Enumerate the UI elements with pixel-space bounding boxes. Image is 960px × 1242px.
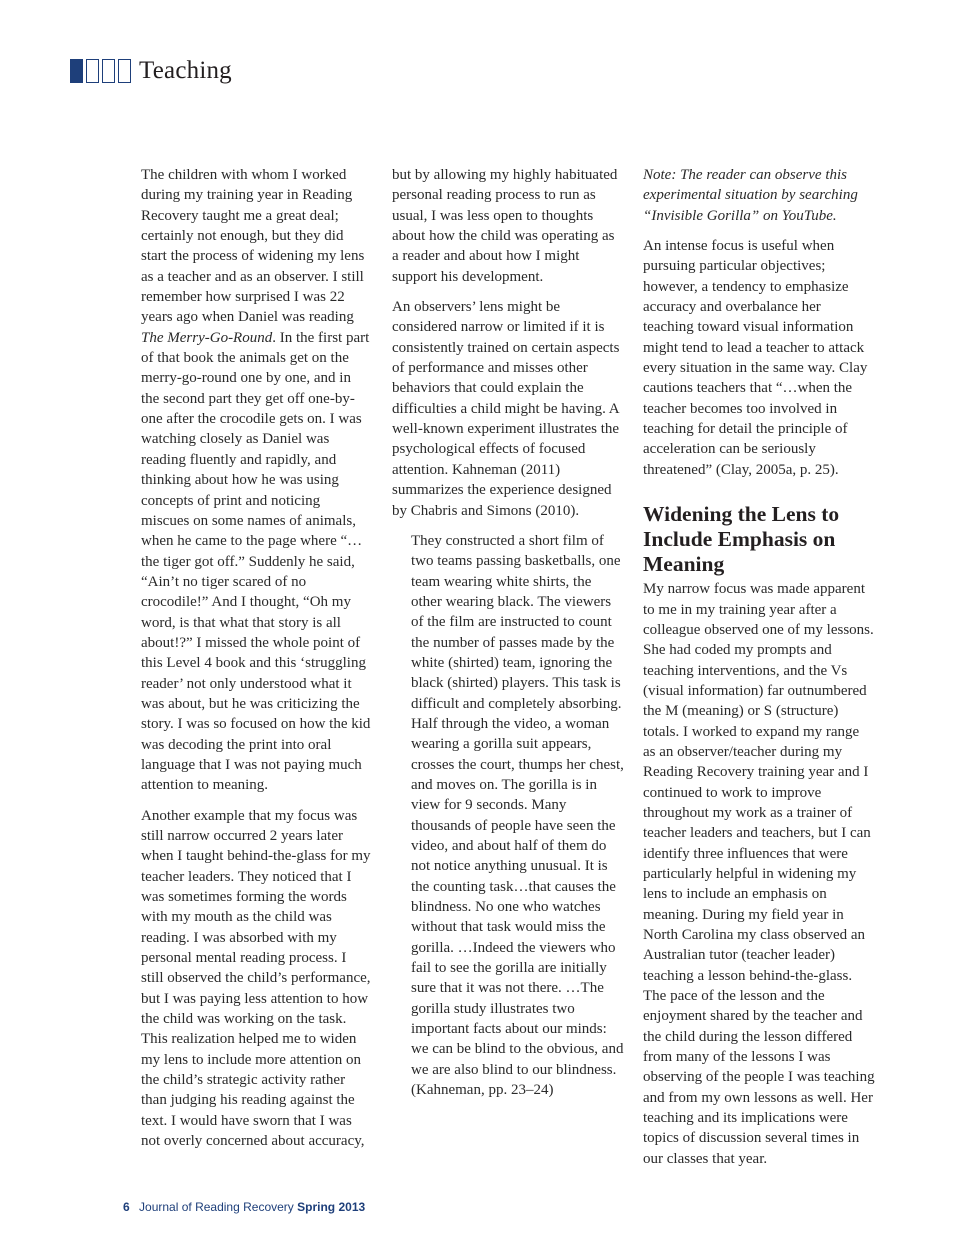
paragraph: An observers’ lens might be considered narrow or limited if it is consistently trained on certain aspects of performance and misses other behaviors that could explain the difficulties a child might be having. A well-known experiment illustrates the psychological effects of focused attention. Kahneman (2011) summarizes the experience designed by Chabris and Simons (2010). xyxy=(392,299,620,519)
section-marker-icon xyxy=(70,59,131,83)
paragraph: Another example that my focus was still narrow occurred 2 years later when I taught behind-the-glass for my teacher leaders. They noticed that I was sometimes forming the words with my mouth as the child was reading. I was absorbed with my personal mental reading process. I still observed the child’s performance, but I was paying less attention to how the child was working on the task. This realization helped me to widen my lens to include more attention on the child’s strategic activity rather than judging his reading against the text. I would have sworn that I was not overly concerned about accuracy, xyxy=(141,807,371,1150)
note: Note: The reader can observe this experimental situation by searching “Invisible Gorilla” on YouTube. xyxy=(643,167,858,224)
column-2 xyxy=(392,165,624,1110)
paragraph: My narrow focus was made apparent to me in my training year after a colleague observed one of my lessons. She had coded my prompts and teaching interventions, and the Vs (visual information) far outnumbered the M (meaning) or S (structure) totals. I worked to expand my range as an observer/teacher during my Reading Recovery training year and I continued to work to improve throughout my work as a trainer of teacher leaders and teachers, but I can identify three influences that were particularly helpful in widening my lens to include an emphasis on meaning. During my field year in North Carolina my class observed an Australian tutor (teacher leader) teaching a lesson behind-the-glass. The pace of the lesson and the enjoyment shared by the teacher and the child during the lesson differed from many of the lessons I was observing of the people I was teaching and from my own lessons as well. Her teaching and its implications were topics of discussion several times in our classes that year. xyxy=(643,581,875,1167)
section-title: Teaching xyxy=(139,57,232,84)
book-title: The Merry-Go-Round xyxy=(141,329,273,346)
journal-name: Journal of Reading Recovery xyxy=(139,1200,294,1214)
paragraph: An intense focus is useful when pursuing particular objectives; however, a tendency to emphasize accuracy and overbalance her teaching toward visual information might tend to lead a teacher to attack every situation in the same way. Clay cautions teachers that “…when the teacher becomes too involved in teaching for detail the principle of acceleration can be seriously threatened” (Clay, 2005a, p. 25). xyxy=(643,238,868,478)
paragraph: but by allowing my highly habituated personal reading process to run as usual, I was less open to thoughts about how the child was operating as a reader and about how I might support his development. xyxy=(392,167,618,285)
column-3 xyxy=(643,165,875,1179)
page-footer xyxy=(123,1200,365,1214)
paragraph: The children with whom I worked during my training year in Reading Recovery taught me a great deal; certainly not enough, but they did start the process of widening my lens as a teacher and as an observer. I still remember how surprised I was 22 years ago when Daniel was reading The Merry-Go-Round. In the first part of that book the animals get on the merry-go-round one by one, and in the second part they get off one-by-one after the crocodile gets on. I was watching closely as Daniel was reading fluently and rapidly, and thinking about how he was using concepts of print and noticing miscues on some names of animals, when he came to the page where “…the tiger got off.” Suddenly he said, “Ain’t no tiger scared of no crocodile!” And I thought, “Oh my word, is that what that story is all about!?” I missed the whole point of this Level 4 book and this ‘struggling reader’ not only understood what it was about, but he was criticizing the story. I was so focused on how the kid was decoding the print into oral language that I was not paying much attention to meaning. xyxy=(141,167,371,794)
issue-season: Spring 2013 xyxy=(297,1200,366,1214)
column-1 xyxy=(141,165,371,1162)
page-header xyxy=(70,54,232,88)
page-number: 6 xyxy=(123,1200,130,1214)
subheading: Widening the Lens to Include Emphasis on Meaning xyxy=(643,502,840,577)
block-quote: They constructed a short film of two teams passing basketballs, one team wearing white shirts, the other wearing black. The viewers of the film are instructed to count the number of passes made by the white (shirted) team, ignoring the black (shirted) players. This task is difficult and completely absorbing. Half through the video, a woman wearing a gorilla suit appears, crosses the court, thumps her chest, and moves on. The gorilla is in view for 9 seconds. Many thousands of people have seen the video, and about half of them do not notice anything unusual. It is the counting task…that causes the blindness. No one who watches without that task would miss the gorilla. …Indeed the viewers who fail to see the gorilla are initially sure that it was not there. …The gorilla study illustrates two important facts about our minds: we can be blind to the obvious, and we are also blind to our blindness. (Kahneman, pp. 23–24) xyxy=(411,532,624,1099)
